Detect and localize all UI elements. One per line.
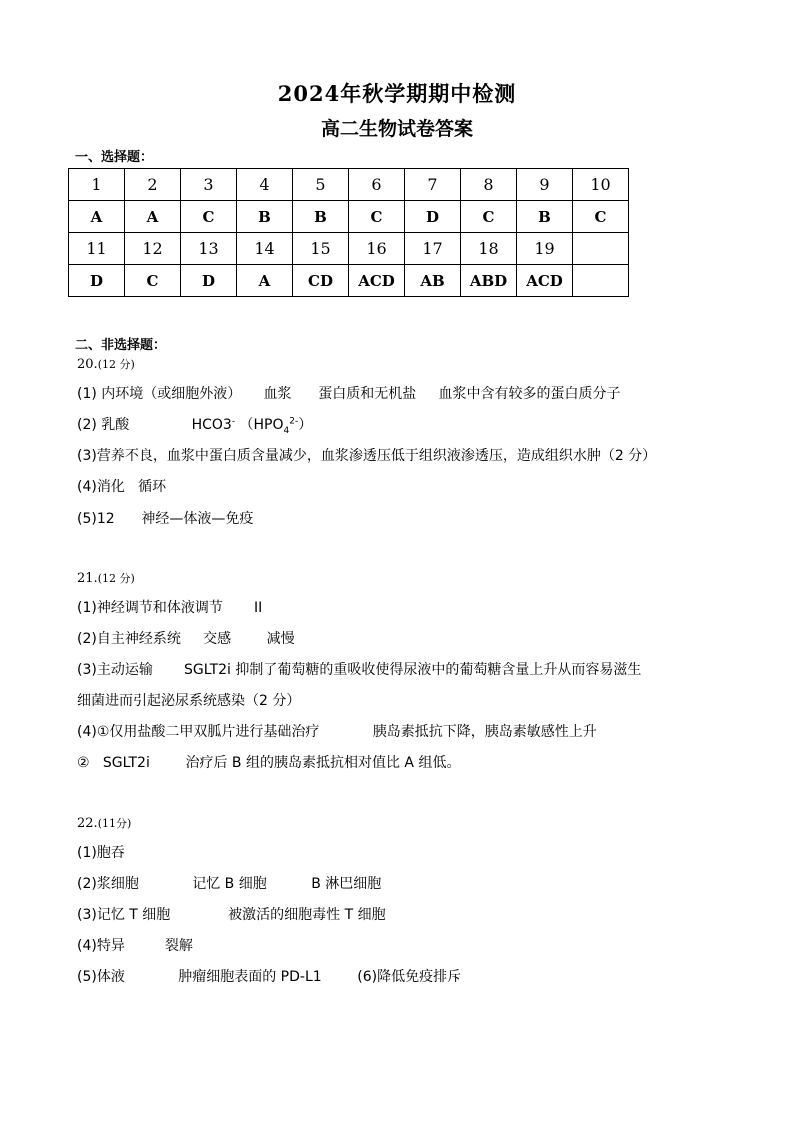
question-number-cell: 11 [69, 233, 125, 265]
q22-points: (11分) [97, 817, 132, 830]
q22-line-4: (4)特异 裂解 [77, 938, 193, 954]
answer-row [69, 201, 629, 233]
q22-line-2: (2)浆细胞 记忆 B 细胞 B 淋巴细胞 [77, 876, 382, 892]
question-number-cell: 3 [181, 169, 237, 201]
answer-cell: C [349, 201, 405, 233]
question-number-cell: 7 [405, 169, 461, 201]
q20-line-1: (1) 内环境（或细胞外液） 血浆 蛋白质和无机盐 血浆中含有较多的蛋白质分子 [77, 386, 621, 402]
q20-line-2-sup: - [231, 416, 236, 427]
question-number-cell: 12 [125, 233, 181, 265]
answer-cell: ABD [461, 265, 517, 297]
answer-cell: A [125, 201, 181, 233]
answer-cell: C [461, 201, 517, 233]
answer-cell: A [69, 201, 125, 233]
q21-line-5: (4)①仅用盐酸二甲双胍片进行基础治疗 胰岛素抵抗下降，胰岛素敏感性上升 [77, 724, 597, 740]
q22-line-5: (5)体液 肿瘤细胞表面的 PD-L1 (6)降低免疫排斥 [77, 969, 462, 985]
q21-line-3: (3)主动运输 SGLT2i 抑制了葡萄糖的重吸收使得尿液中的葡萄糖含量上升从而容易滋生 [77, 662, 642, 678]
q20-number: 20. [77, 357, 98, 372]
question-number-cell: 19 [517, 233, 573, 265]
question-number-cell: 13 [181, 233, 237, 265]
q21-number: 21. [77, 571, 98, 586]
q21-points: (12 分) [97, 572, 135, 585]
answer-cell: B [237, 201, 293, 233]
answer-cell: D [405, 201, 461, 233]
answer-cell: D [181, 265, 237, 297]
q20-line-2 [77, 414, 312, 436]
answer-cell: C [125, 265, 181, 297]
question-number-cell [573, 233, 629, 265]
q20-line-2-sub: 4 [283, 425, 290, 436]
q20-line-2-a: (2) 乳酸 HCO3 [77, 417, 232, 433]
question-number-cell: 14 [237, 233, 293, 265]
answer-cell: ACD [517, 265, 573, 297]
answer-cell: AB [405, 265, 461, 297]
question-number-row [69, 233, 629, 265]
q22-line-3: (3)记忆 T 细胞 被激活的细胞毒性 T 细胞 [77, 907, 386, 923]
answer-cell: D [69, 265, 125, 297]
page-title: 2024年秋学期期中检测 [277, 81, 517, 106]
q21-line-4: 细菌进而引起泌尿系统感染（2 分） [77, 693, 301, 709]
question-number-cell: 18 [461, 233, 517, 265]
q20-line-2-b: （HPO [235, 417, 284, 433]
question-number-cell: 15 [293, 233, 349, 265]
q20-line-3: (3)营养不良，血浆中蛋白质含量减少，血浆渗透压低于组织液渗透压，造成组织水肿（2 分） [77, 448, 657, 464]
q21-line-6: ② SGLT2i 治疗后 B 组的胰岛素抵抗相对值比 A 组低。 [77, 755, 461, 771]
question-number-row [69, 169, 629, 201]
answer-cell [573, 265, 629, 297]
question-number-cell: 9 [517, 169, 573, 201]
section-choice-heading: 一、选择题： [75, 150, 154, 165]
answer-cell: B [293, 201, 349, 233]
question-number-cell: 17 [405, 233, 461, 265]
q22-number: 22. [77, 816, 98, 831]
q20-line-4: (4)消化 循环 [77, 479, 167, 495]
question-number-cell: 2 [125, 169, 181, 201]
q20-line-5: (5)12 神经—体液—免疫 [77, 511, 254, 527]
answer-cell: ACD [349, 265, 405, 297]
section-nonchoice-heading: 二、非选择题： [75, 338, 167, 353]
question-number-cell: 5 [293, 169, 349, 201]
question-number-cell: 1 [69, 169, 125, 201]
q22-line-1: (1)胞吞 [77, 845, 125, 861]
q21-line-2: (2)自主神经系统 交感 减慢 [77, 631, 295, 647]
q20-line-2-sup2: 2- [289, 416, 299, 427]
q21-line-1: (1)神经调节和体液调节 II [77, 600, 263, 616]
q20-heading [77, 356, 135, 372]
answer-cell: B [517, 201, 573, 233]
answer-cell: CD [293, 265, 349, 297]
q20-points: (12 分) [97, 358, 135, 371]
q22-heading [77, 815, 131, 831]
question-number-cell: 8 [461, 169, 517, 201]
answer-cell: C [181, 201, 237, 233]
q21-heading [77, 570, 135, 586]
question-number-cell: 16 [349, 233, 405, 265]
answer-cell: A [237, 265, 293, 297]
question-number-cell: 6 [349, 169, 405, 201]
answer-row [69, 265, 629, 297]
question-number-cell: 4 [237, 169, 293, 201]
q20-line-2-c: ） [298, 417, 313, 433]
question-number-cell: 10 [573, 169, 629, 201]
answer-table [68, 168, 629, 297]
answer-cell: C [573, 201, 629, 233]
page-subtitle: 高二生物试卷答案 [320, 118, 473, 140]
